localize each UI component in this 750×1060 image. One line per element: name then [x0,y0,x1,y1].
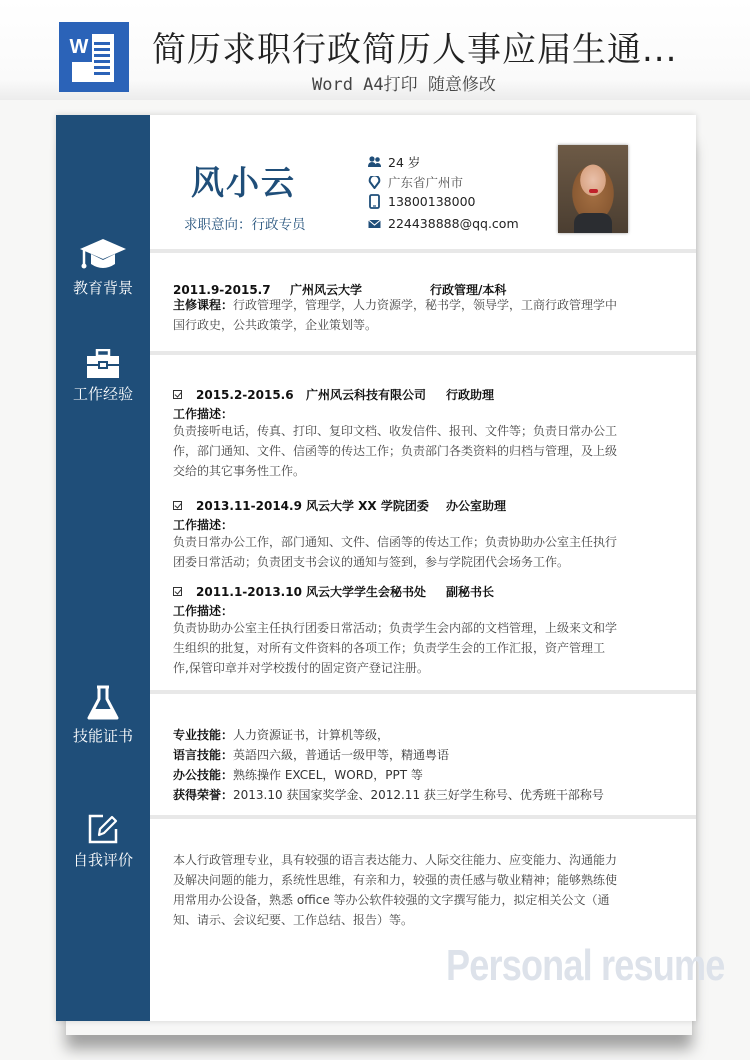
skill-row: 获得荣誉：2013.10 获国家奖学金、2012.11 获三好学生称号、优秀班干部称号 [173,788,604,802]
education-courses: 主修课程：行政管理学，管理学，人力资源学，秘书学，领导学，工商行政管理学中国行政史，公共政策学，企业策划等。 [173,298,618,332]
sidebar-item-education [56,237,150,298]
education-school: 广州风云大学 [290,283,363,297]
info-location: 广东省广州市 [368,173,463,191]
education-major: 行政管理/本科 [430,283,507,297]
location-pin-icon [368,176,381,189]
phone-icon [368,194,381,209]
experience-entry-header: 2015.2-2015.6 广州风云科技有限公司 行政助理 [173,386,494,403]
experience-desc: 负责协助办公室主任执行团委日常活动；负责学生会内部的文档管理，上级来文和学生组织的批复，对所有文件资料的各项工作；负责学生会的工作汇报，资产管理工作,保管印章并对学校拨付的固定资产登记注册。 [173,621,618,675]
graduation-cap-icon [79,237,127,273]
sidebar-label: 教育背景 [72,279,133,297]
section-divider [150,815,696,819]
edit-pencil-icon [87,813,119,845]
job-intent-label: 求职意向： [184,217,252,233]
word-logo-letter: W [66,32,92,62]
preview-banner [0,0,750,100]
checkbox-icon [173,390,182,399]
profile-photo [558,145,628,233]
sidebar-label: 工作经验 [72,385,133,403]
checkbox-icon [173,501,182,510]
briefcase-icon [86,349,120,379]
self-evaluation-text: 本人行政管理专业，具有较强的语言表达能力、人际交往能力、应变能力、沟通能力及解决问题的能力，系统性思维，有亲和力，较强的责任感与敬业精神；能够熟练使用常用办公设备，熟悉 office 等办公软件较强的文字撰写能力，拟定相关公文（通知、请示、会议纪要、工作总结、报告）等。 [173,853,618,927]
document-title: 简历求职行政简历人事应届生通... [152,30,678,70]
section-divider [150,690,696,694]
job-intent [184,213,306,233]
sidebar-label: 自我评价 [72,851,133,869]
experience-entry-header: 2011.1-2013.10 风云大学学生会秘书处 副秘书长 [173,583,494,600]
word-document-icon [59,22,129,92]
experience-desc: 负责日常办公工作，部门通知、文件、信函等的传达工作；负责协助办公室主任执行团委日常活动；负责团支书会议的通知与签到，参与学院团代会场务工作。 [173,535,618,569]
work-desc-label: 工作描述： [173,604,234,618]
job-intent-value: 行政专员 [251,217,306,233]
sidebar-item-skills [56,685,150,746]
document-subtitle: Word A4打印 随意修改 [312,75,496,95]
experience-desc: 负责接听电话，传真、打印、复印文档、收发信件、报刊、文件等；负责日常办公工作，部门通知、文件、信函等的传达工作；负责部门各类资料的归档与管理，及上级交给的其它事务性工作。 [173,424,618,478]
sidebar-label: 技能证书 [72,727,133,745]
flask-icon [87,685,119,721]
work-desc-label: 工作描述： [173,518,234,532]
envelope-icon [368,219,381,229]
sidebar [56,115,150,1021]
work-desc-label: 工作描述： [173,407,234,421]
checkbox-icon [173,587,182,596]
skill-row: 办公技能：熟练操作 EXCEL，WORD，PPT 等 [173,768,423,782]
info-phone: 13800138000 [368,194,475,209]
sidebar-item-self-evaluation [56,813,150,870]
sidebar-item-experience [56,349,150,404]
users-icon [368,156,381,168]
resume-page [56,115,725,1021]
section-divider [150,351,696,355]
section-divider [150,249,696,253]
info-email: 224438888@qq.com [368,216,519,231]
education-period: 2011.9-2015.7 [173,283,271,297]
skill-row: 语言技能：英語四六級，普通话一级甲等，精通粤语 [173,748,450,762]
watermark-text: Personal resume [446,941,725,990]
info-age: 24 岁 [368,153,420,171]
skill-row: 专业技能：人力资源证书，计算机等级， [173,728,390,742]
experience-entry-header: 2013.11-2014.9 风云大学 XX 学院团委 办公室助理 [173,497,506,514]
candidate-name: 风小云 [191,163,296,202]
